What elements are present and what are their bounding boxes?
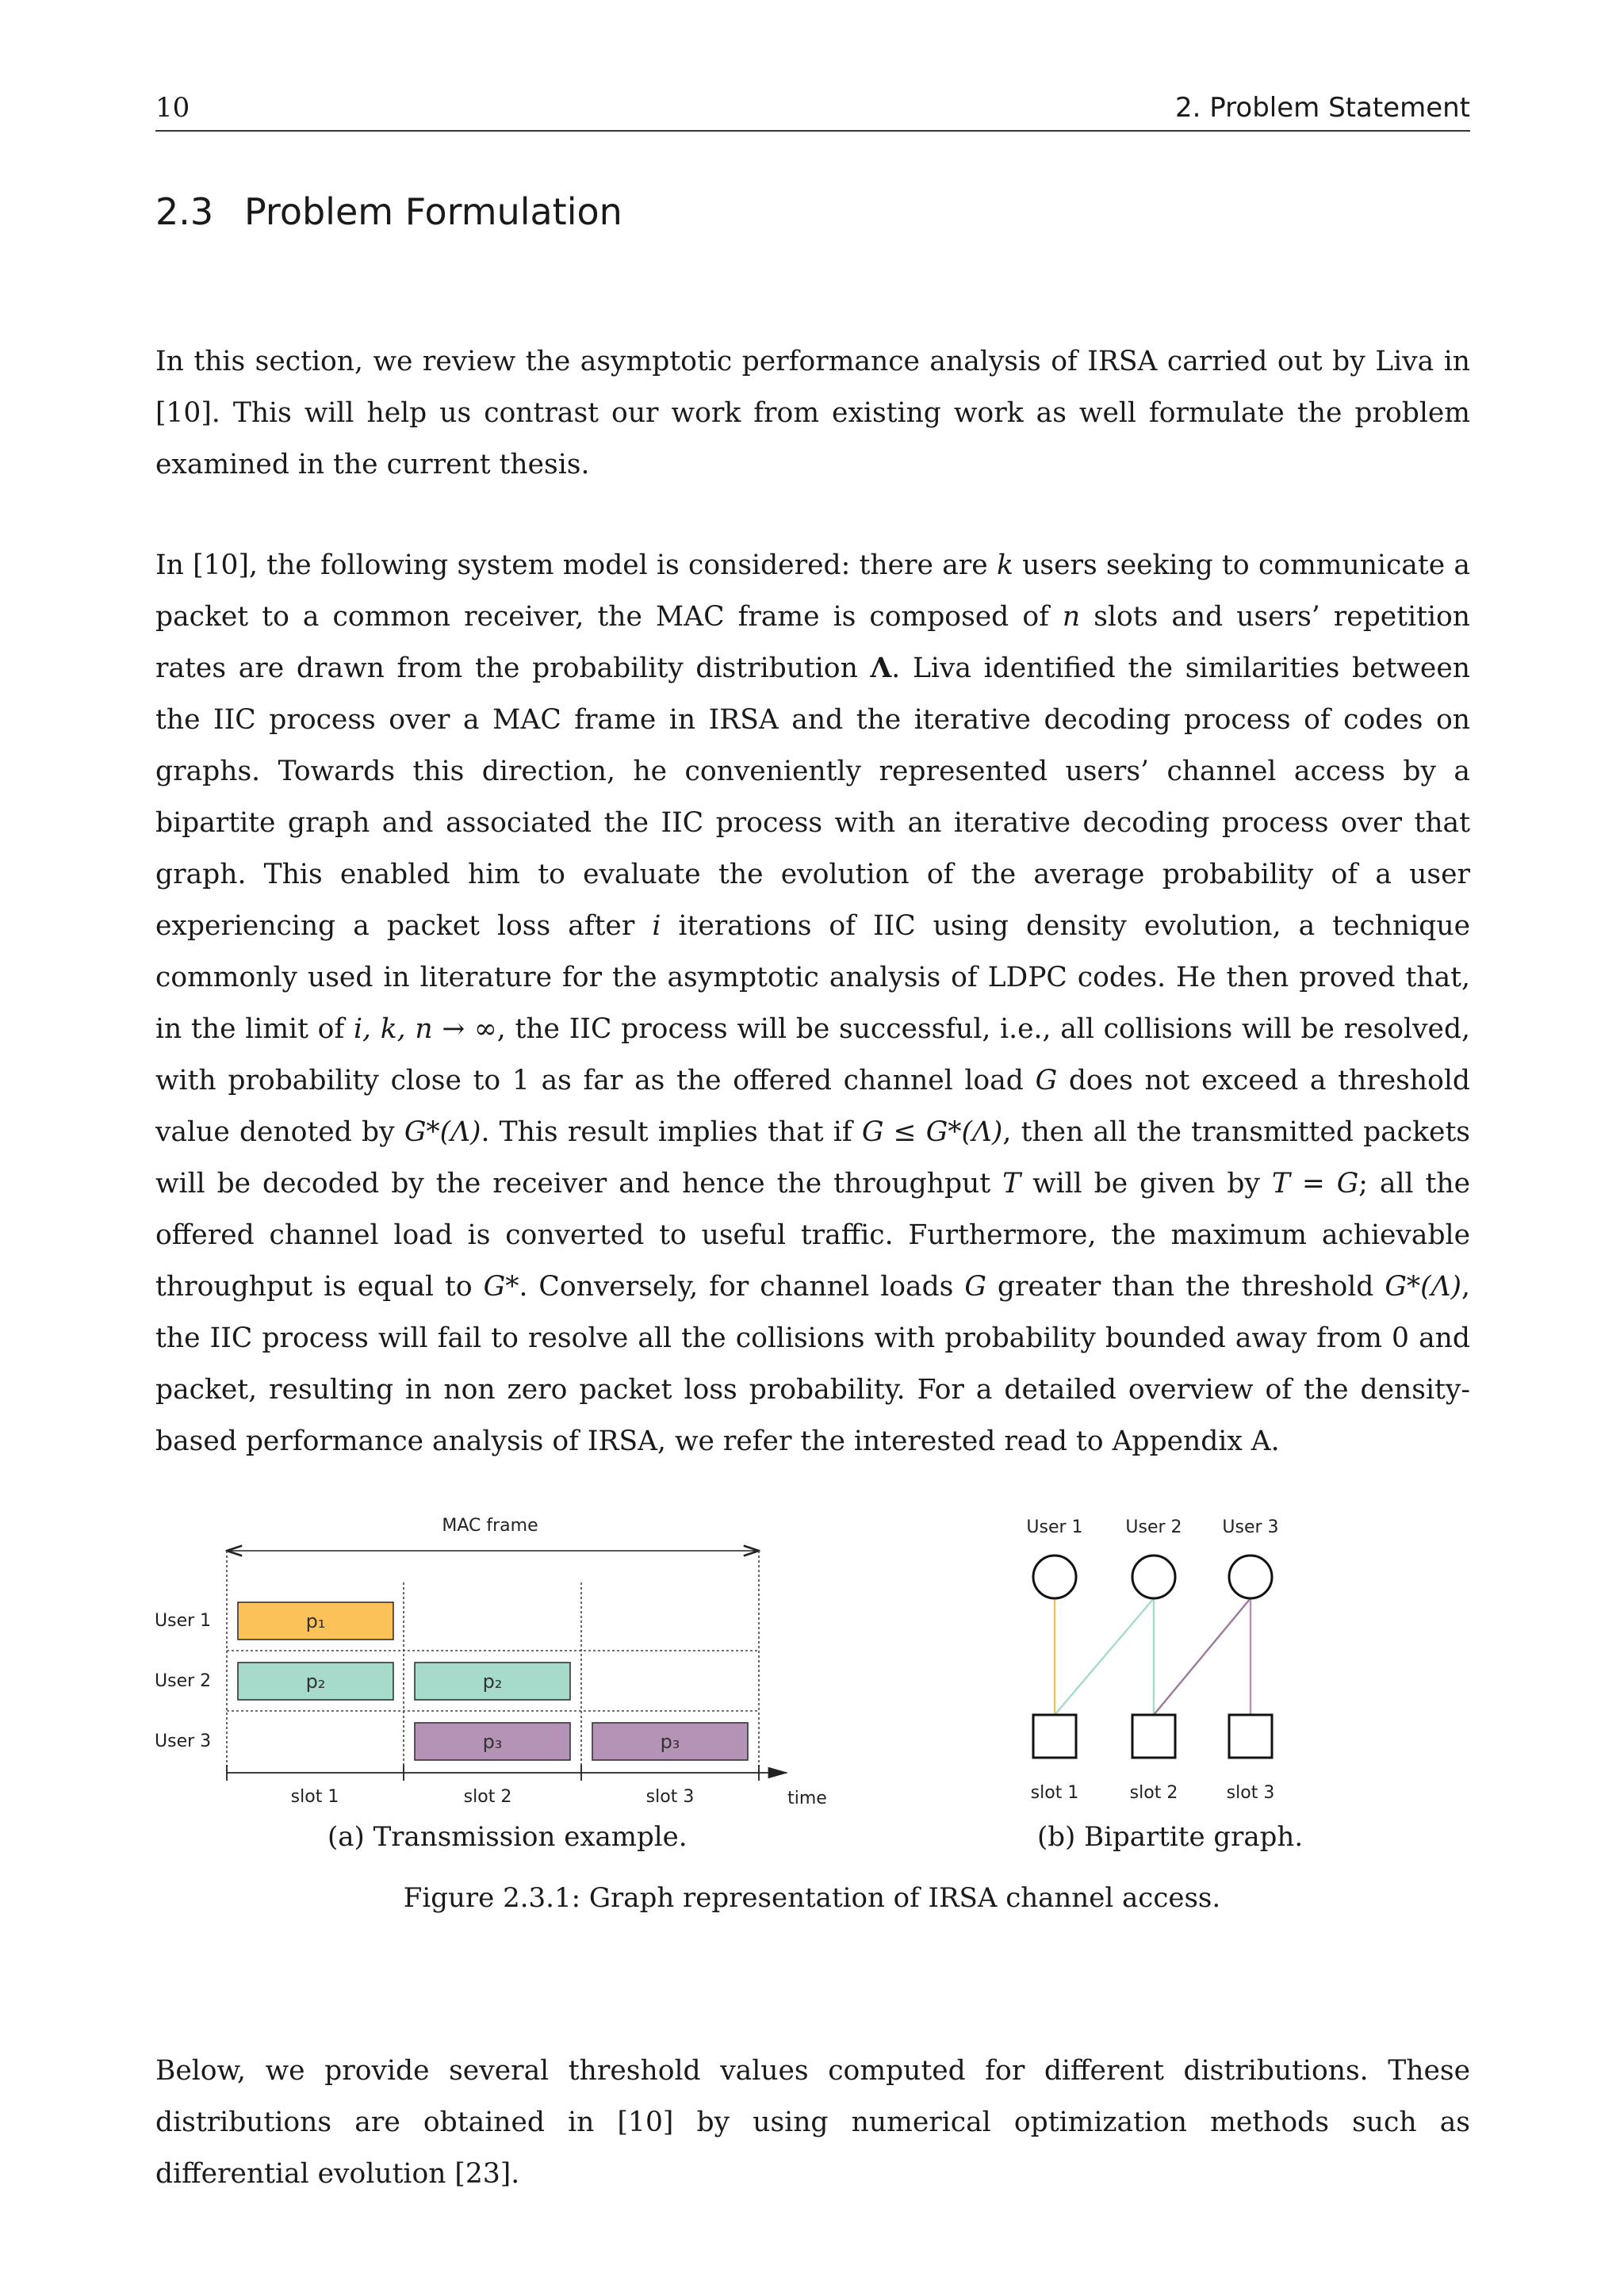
user-node-1 [1033, 1556, 1076, 1598]
paragraph-system-model: In [10], the following system model is considered: there are k users seeking to communicate a packet to a common receiver, the MAC frame is composed of n slots and users’ repetition rates are drawn from the probability distribution Λ. Liva identified the similarities between the IIC process over a MAC frame in IRSA and the iterative decoding process of codes on graphs. Towards this direction, he conveniently represented users’ channel access by a bipartite graph and associated the IIC process with an iterative decoding process over that graph. This enabled him to evaluate the evolution of the average probability of a user experiencing a packet loss after i iterations of IIC using density evolution, a technique commonly used in literature for the asymptotic analysis of LDPC codes. He then proved that, in the limit of i, k, n → ∞, the IIC process will be successful, i.e., all collisions will be resolved, with probability close to 1 as far as the offered channel load G does not exceed a threshold value denoted by G*(Λ). This result implies that if G ≤ G*(Λ), then all the transmitted packets will be decoded by the receiver and hence the throughput T will be given by T = G; all the offered channel load is converted to useful traffic. Furthermore, the maximum achievable throughput is equal to G*. Conversely, for channel loads G greater than the threshold G*(Λ), the IIC process will fail to resolve all the collisions with probability bounded away from 0 and packet, resulting in non zero packet loss probability. For a detailed overview of the density-based performance analysis of IRSA, we refer the interested read to Appendix A. [155, 549, 1471, 1457]
tx-slot-label-1: slot 1 [290, 1787, 339, 1807]
paragraph-thresholds: Below, we provide several threshold values computed for different distributions. These distributions are obtained in [10] by using numerical optimization methods such as differential evolution [23]. [155, 2055, 1470, 2190]
tx-user-label-2: User 2 [155, 1671, 212, 1691]
packet-label: p₃ [660, 1731, 680, 1753]
bg-user-label-2: User 2 [1125, 1517, 1182, 1537]
page-number: 10 [155, 92, 190, 124]
chapter-title: 2. Problem Statement [1175, 92, 1470, 124]
bipartite-graph [1026, 1517, 1278, 1803]
bg-slot-label-1: slot 1 [1030, 1783, 1079, 1803]
subcaption-a: (a) Transmission example. [327, 1821, 688, 1853]
user-node-3 [1229, 1556, 1272, 1598]
edge-user2-slot1 [1055, 1598, 1154, 1715]
subcaption-b: (b) Bipartite graph. [1037, 1821, 1304, 1853]
bg-slot-label-3: slot 3 [1226, 1783, 1275, 1803]
slot-node-3 [1229, 1715, 1272, 1758]
paragraph-intro: In this section, we review the asymptotic performance analysis of IRSA carried out by Liva in [10]. This will help us contrast our work from existing work as well formulate the problem examined in the current thesis. [155, 346, 1470, 480]
mac-frame-label: MAC frame [442, 1516, 538, 1536]
section-number: 2.3 [155, 190, 214, 233]
user-node-2 [1132, 1556, 1175, 1598]
bg-slot-label-2: slot 2 [1129, 1783, 1178, 1803]
figure-caption: Figure 2.3.1: Graph representation of IRSA channel access. [403, 1882, 1221, 1914]
transmission-example [155, 1516, 827, 1808]
edge-user3-slot2 [1154, 1598, 1251, 1715]
packet-label: p₂ [305, 1670, 326, 1693]
slot-node-2 [1132, 1715, 1175, 1758]
section-title: Problem Formulation [244, 190, 622, 233]
packet-label: p₁ [305, 1610, 326, 1632]
tx-user-label-1: User 1 [155, 1611, 212, 1631]
packet-label: p₃ [482, 1731, 503, 1753]
bg-user-label-1: User 1 [1026, 1517, 1083, 1537]
slot-node-1 [1033, 1715, 1076, 1758]
tx-slot-label-3: slot 3 [645, 1787, 695, 1807]
time-label: time [787, 1789, 827, 1808]
packet-label: p₂ [482, 1670, 503, 1693]
tx-user-label-3: User 3 [155, 1732, 212, 1751]
bg-user-label-3: User 3 [1222, 1517, 1279, 1537]
tx-slot-label-2: slot 2 [463, 1787, 512, 1807]
